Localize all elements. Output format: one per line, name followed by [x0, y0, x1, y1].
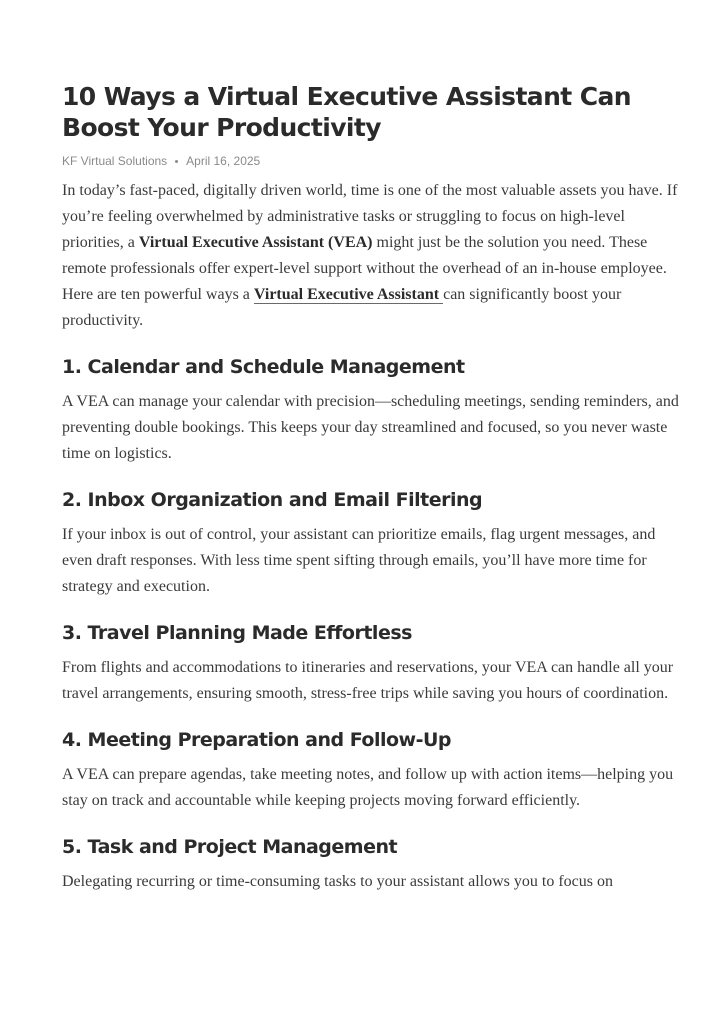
intro-paragraph — [62, 178, 682, 334]
section-paragraph: A VEA can manage your calendar with precision—scheduling meetings, sending reminders, and preventing double bookings. This keeps your day streamlined and focused, so you never waste time on logistics. — [62, 393, 679, 462]
article — [62, 81, 682, 895]
article-title: 10 Ways a Virtual Executive Assistant Can Boost Your Productivity — [62, 82, 631, 142]
intro-text-2: might just be the solution you need. These remote professionals offer expert-level support without the overhead of an in-house employee. Here are ten powerful ways a — [62, 234, 667, 303]
vea-link[interactable]: Virtual Executive Assistant — [253, 286, 444, 303]
section-paragraph: A VEA can prepare agendas, take meeting notes, and follow up with action items—helping you stay on track and accountable while keeping projects moving forward efficiently. — [62, 766, 674, 809]
section-paragraph: If your inbox is out of control, your assistant can prioritize emails, flag urgent messages, and even draft responses. With less time spent sifting through emails, you’ll have more time for strategy and execution. — [62, 526, 656, 595]
article-meta — [62, 154, 682, 168]
author-name: KF Virtual Solutions — [62, 154, 168, 168]
intro-text-3: can significantly boost your productivity. — [62, 286, 622, 329]
intro-text-1: In today’s fast-paced, digitally driven world, time is one of the most valuable assets you have. If you’re feeling overwhelmed by administrative tasks or struggling to focus on high-level priorities, a — [62, 182, 678, 251]
section-heading: 2. Inbox Organization and Email Filtering — [62, 489, 483, 511]
section-heading: 3. Travel Planning Made Effortless — [62, 622, 412, 644]
section-4 — [62, 727, 682, 814]
section-3 — [62, 620, 682, 707]
separator-dot-icon — [175, 160, 178, 163]
section-2 — [62, 487, 682, 600]
section-paragraph: Delegating recurring or time-consuming tasks to your assistant allows you to focus on — [62, 873, 614, 890]
intro-bold-term: Virtual Executive Assistant (VEA) — [138, 234, 373, 251]
section-heading: 1. Calendar and Schedule Management — [62, 356, 465, 378]
section-1 — [62, 354, 682, 467]
section-5 — [62, 834, 682, 895]
section-heading: 4. Meeting Preparation and Follow-Up — [62, 729, 452, 751]
section-heading: 5. Task and Project Management — [62, 836, 398, 858]
section-paragraph: From flights and accommodations to itineraries and reservations, your VEA can handle all your travel arrangements, ensuring smooth, stress-free trips while saving you hours of coordination. — [62, 659, 674, 702]
publish-date: April 16, 2025 — [186, 154, 261, 168]
